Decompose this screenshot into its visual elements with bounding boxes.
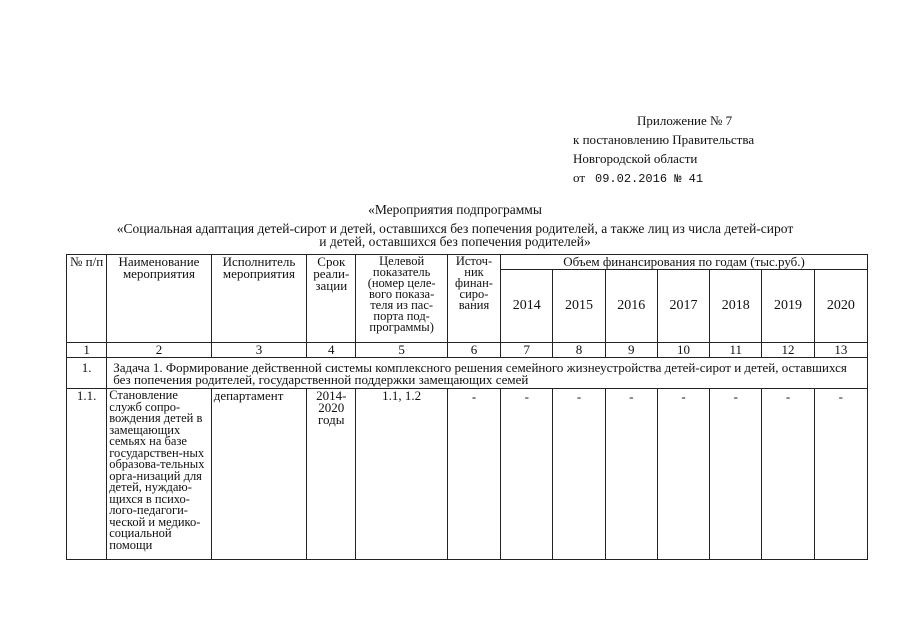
annex-date-prefix: от <box>573 170 586 185</box>
column-number: 3 <box>211 343 306 358</box>
row-num: 1.1. <box>67 389 107 560</box>
header-name: Наименование мероприятия <box>107 255 212 343</box>
header-funding: Объем финансирования по годам (тыс.руб.) <box>501 255 868 270</box>
annex-line-resolution: к постановлению Правительства <box>573 132 755 147</box>
row-source: - <box>447 389 500 560</box>
row-name: Становление служб сопро-вождения детей в замещающих семьях на базе государствен-ных образова-тельных орга-низаций для детей, нуждаю-щихся в психо-лого-педагоги-ческой и медико-социальной помощи <box>107 389 212 560</box>
header-num: № п/п <box>67 255 107 343</box>
column-number: 11 <box>710 343 762 358</box>
row-value-2015: - <box>553 389 605 560</box>
task-row <box>67 358 868 389</box>
title-line-3: и детей, оставшихся без попечения родителей» <box>319 234 591 249</box>
task-num: 1. <box>67 358 107 389</box>
row-value-2019: - <box>762 389 814 560</box>
header-target: Целевой показатель (номер целе-вого показа-теля из пас-порта под-программы) <box>356 255 447 343</box>
column-number: 12 <box>762 343 814 358</box>
column-number: 8 <box>553 343 605 358</box>
column-number: 1 <box>67 343 107 358</box>
header-year-2014: 2014 <box>501 270 553 343</box>
title-line-2: «Социальная адаптация детей-сирот и детей, оставшихся без попечения родителей, а также лиц из числа детей-сирот <box>116 221 794 236</box>
column-number: 5 <box>356 343 447 358</box>
annex-header <box>573 111 754 189</box>
header-executor: Исполнитель мероприятия <box>211 255 306 343</box>
header-term: Срок реали-зации <box>307 255 356 343</box>
header-year-2018: 2018 <box>710 270 762 343</box>
task-text: Задача 1. Формирование действенной системы комплексного решения семейного жизнеустройства детей-сирот и детей, оставшихся без попечения родителей, государственной поддержки замещающих семей <box>107 358 868 389</box>
column-number: 9 <box>605 343 657 358</box>
header-year-2017: 2017 <box>657 270 709 343</box>
header-year-2016: 2016 <box>605 270 657 343</box>
header-year-2015: 2015 <box>553 270 605 343</box>
header-row-1 <box>67 255 868 270</box>
column-number: 10 <box>657 343 709 358</box>
row-executor: департамент <box>211 389 306 560</box>
document-title <box>60 203 850 248</box>
measures-table <box>66 254 868 560</box>
header-year-2019: 2019 <box>762 270 814 343</box>
row-target: 1.1, 1.2 <box>356 389 447 560</box>
column-number: 13 <box>814 343 867 358</box>
annex-date-line <box>573 168 754 189</box>
annex-date-value: 09.02.2016 № 41 <box>595 172 704 186</box>
column-number: 6 <box>447 343 500 358</box>
table-row <box>67 389 868 560</box>
header-source: Источ-ник финан-сиро-вания <box>447 255 500 343</box>
row-value-2014: - <box>501 389 553 560</box>
row-value-2020: - <box>814 389 867 560</box>
row-value-2017: - <box>657 389 709 560</box>
column-number: 4 <box>307 343 356 358</box>
row-term: 2014-2020 годы <box>307 389 356 560</box>
header-year-2020: 2020 <box>814 270 867 343</box>
column-number: 2 <box>107 343 212 358</box>
annex-line-region: Новгородской области <box>573 151 698 166</box>
row-value-2016: - <box>605 389 657 560</box>
title-line-1: «Мероприятия подпрограммы <box>368 202 542 217</box>
column-numbers-row <box>67 343 868 358</box>
annex-number: Приложение № 7 <box>637 113 733 128</box>
column-number: 7 <box>501 343 553 358</box>
row-value-2018: - <box>710 389 762 560</box>
